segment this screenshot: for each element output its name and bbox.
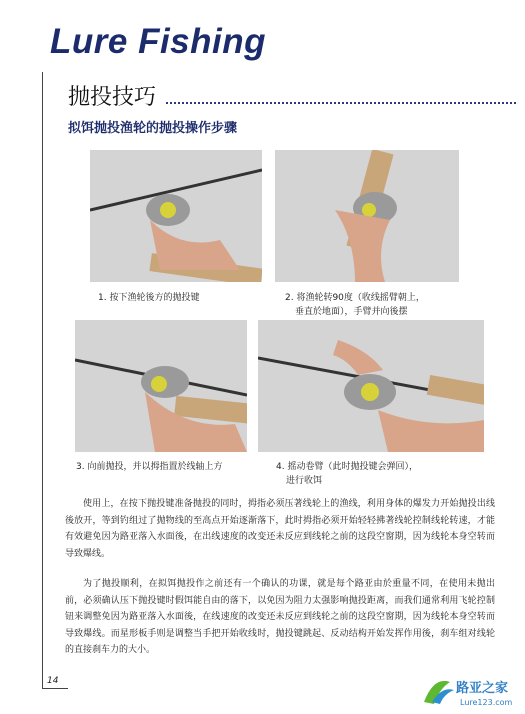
step-4-caption-line2: 进行收饵 xyxy=(286,476,323,486)
step-2-caption-line2: 垂直於地面），手臂并向後摆 xyxy=(295,307,408,317)
step-3-photo xyxy=(75,320,247,452)
step-4-photo xyxy=(258,320,484,452)
magazine-header-title: Lure Fishing xyxy=(50,22,266,61)
step-1-photo xyxy=(90,150,262,282)
step-1-caption-line1: 1. 按下渔轮後方的抛投键 xyxy=(98,293,200,303)
site-watermark-logo xyxy=(420,672,520,710)
page-number: 14 xyxy=(47,676,59,686)
left-margin-rule xyxy=(42,72,43,688)
step-4-caption xyxy=(276,460,491,488)
step-2-caption-line1: 2. 将渔轮转90度（收线摇臂朝上， xyxy=(285,293,425,303)
page-number-rule xyxy=(42,688,68,689)
step-1-caption xyxy=(98,291,273,305)
body-paragraph-1: 使用上，在按下抛投键准备抛投的同时，拇指必须压著线轮上的渔线，利用身体的爆发力开始抛投出线後放开，等到钓组过了抛物线的至高点开始逐渐落下，此时拇指必须开始轻轻拂著线轮控制线轮转速，才能有效避免因为路亚落入水面後，在出线速度的改变还未反应到线轮之前的这段空窗期，因为线轮本身空转而导致爆线。 xyxy=(65,499,495,559)
title-dotted-rule xyxy=(166,102,516,104)
step-3-caption-line1: 3. 向前抛投，并以拇指置於线轴上方 xyxy=(76,462,223,472)
step-3-caption xyxy=(76,460,276,474)
svg-text:路亚之家: 路亚之家 xyxy=(456,681,509,696)
section-title: 抛投技巧 xyxy=(68,85,157,110)
svg-text:Lure123.com: Lure123.com xyxy=(460,698,513,707)
step-2-photo xyxy=(275,150,459,282)
section-subtitle: 拟饵抛投渔轮的抛投操作步骤 xyxy=(68,121,238,136)
body-paragraph-2: 为了抛投顺利，在拟饵抛投作之前还有一个确认的功课，就是每个路亚由於重量不同，在使用未抛出前，必须确认压下抛投键时假饵能自由的落下，以免因为阻力太强影响抛投距离，而我们通常利用飞轮控制钮来调整免因为路亚落入水面後，在线速度的改变还未反应到线轮之前的这段空窗期，因为线轮本身空转而导致爆线。而星形板手则是调整当手把开始收线时，抛投键跳起、反动结构开始发挥作用後，刹车组对线轮的直接刹车力的大小。 xyxy=(65,579,495,655)
step-4-caption-line1: 4. 摇动卷臂（此时抛投键会弹回）， xyxy=(276,462,418,472)
step-2-caption xyxy=(285,291,495,319)
